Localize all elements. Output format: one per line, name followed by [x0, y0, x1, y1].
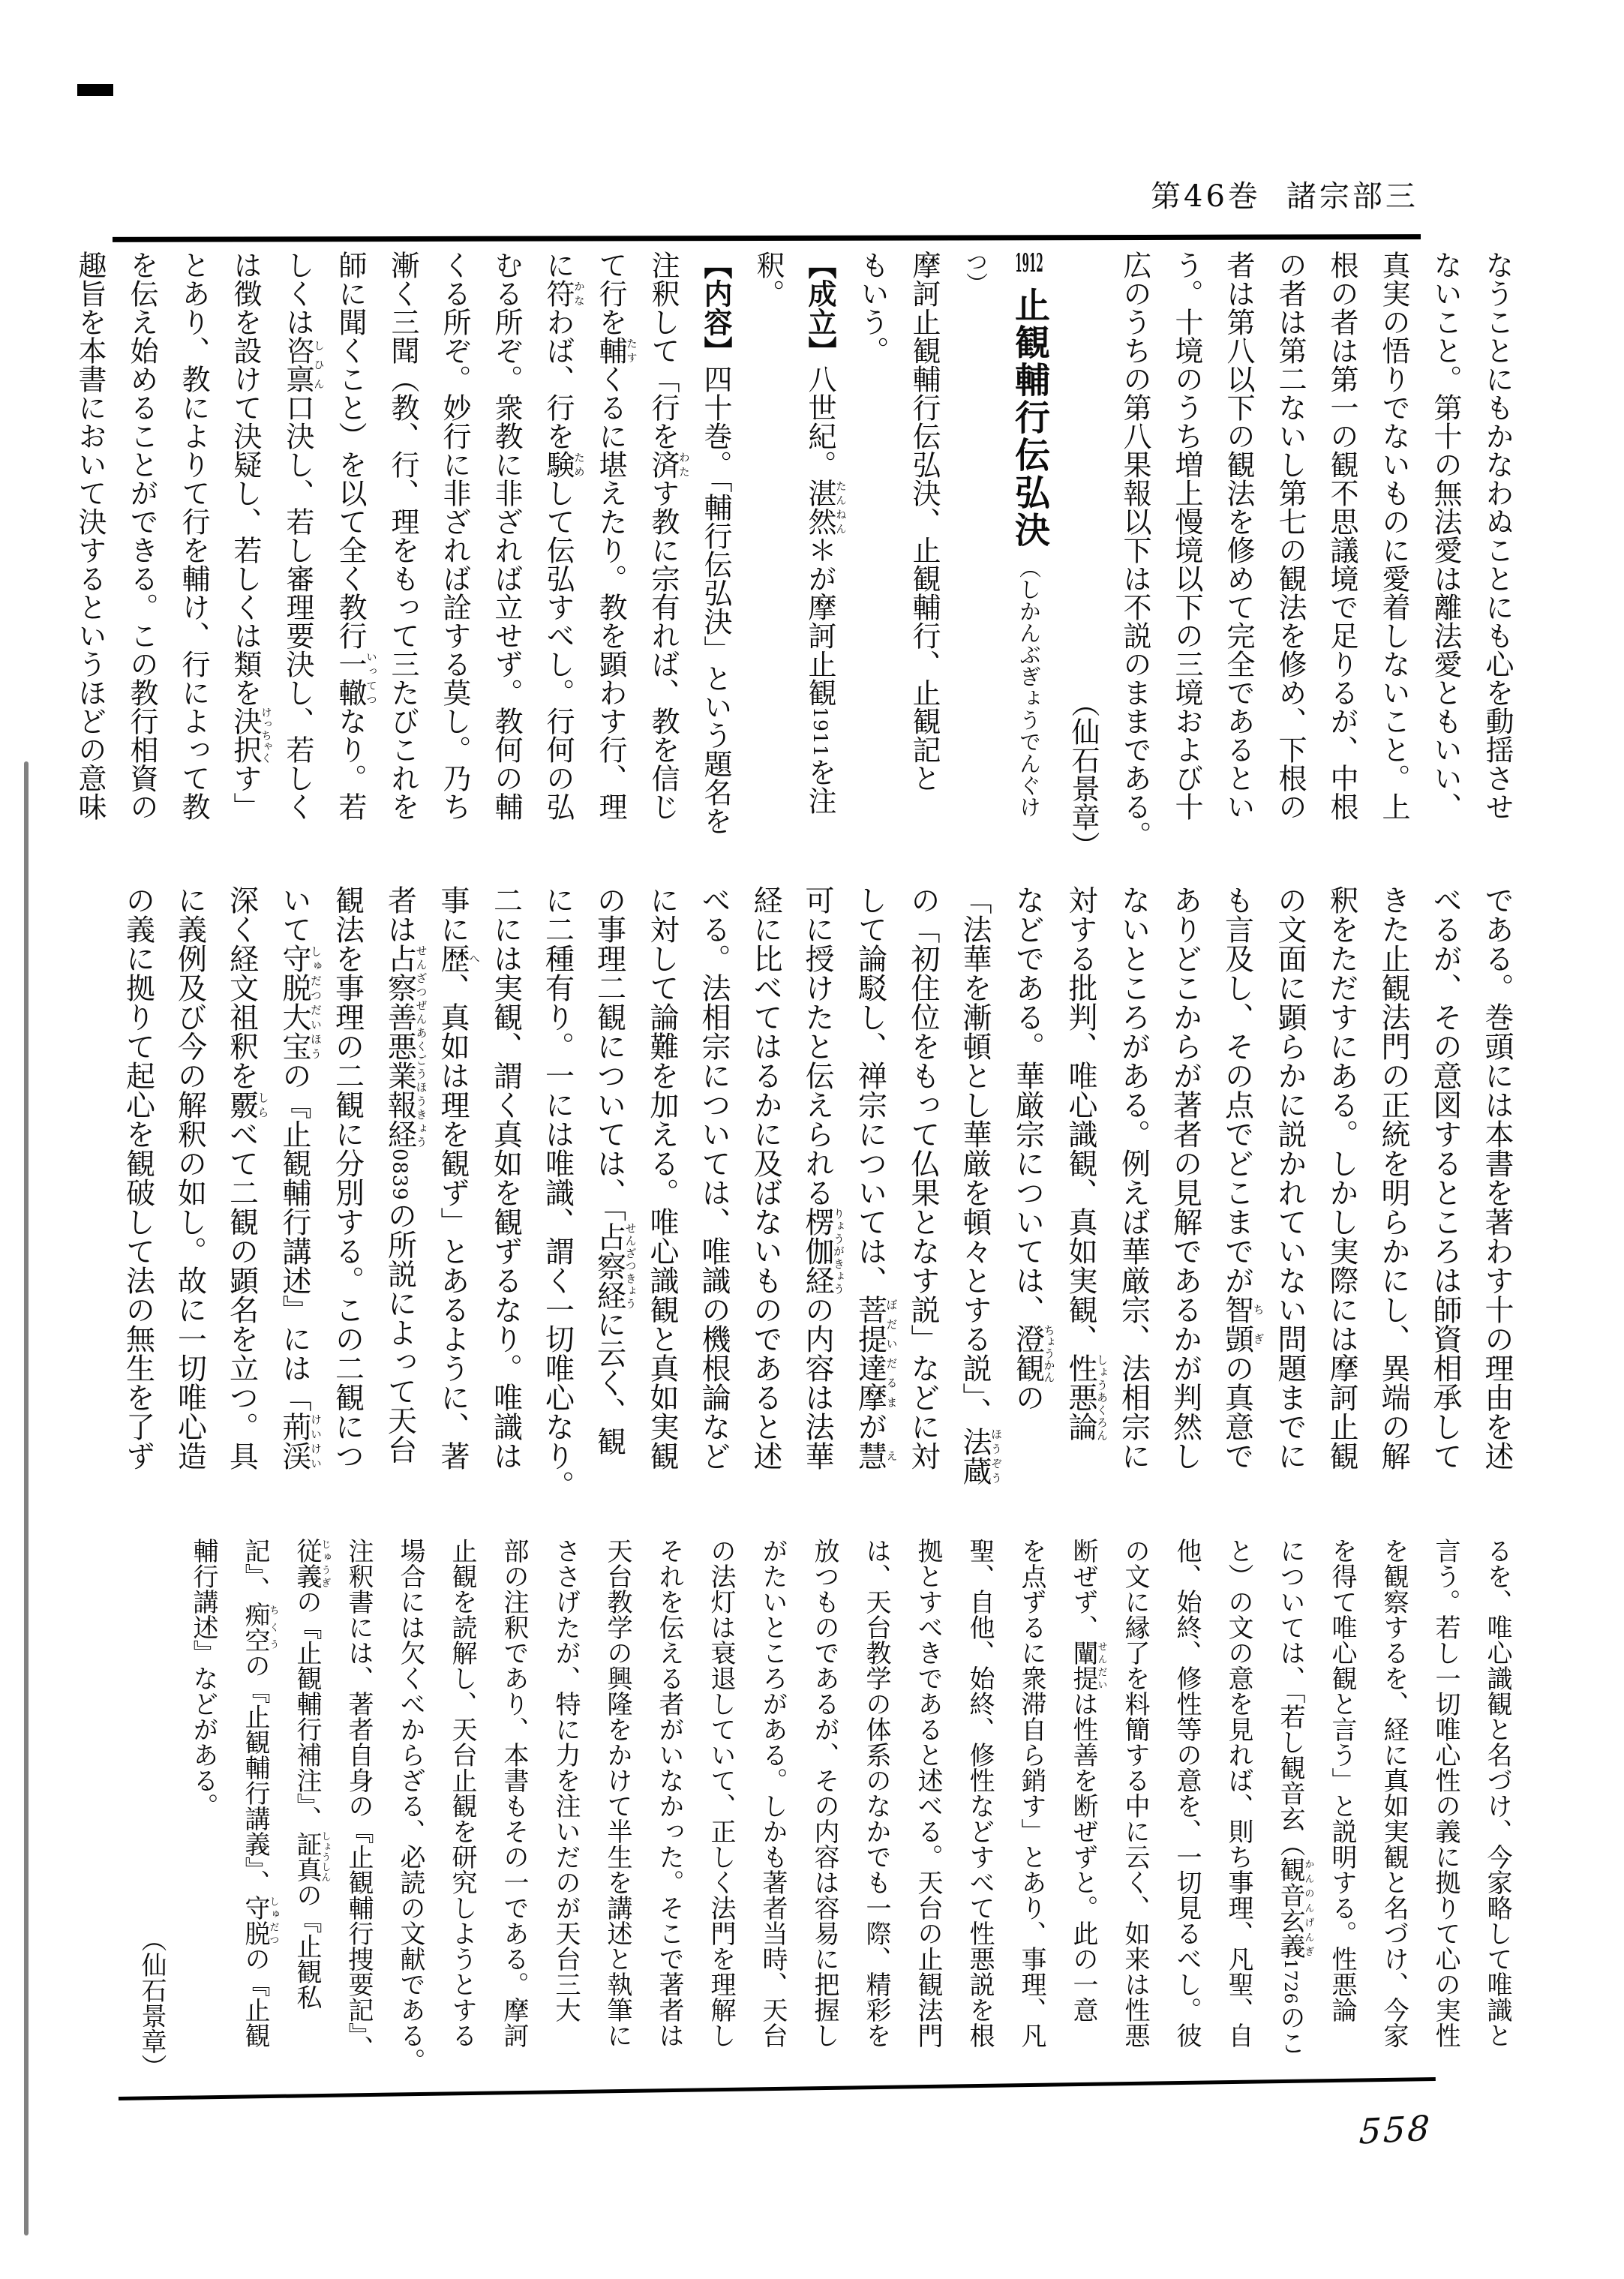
ruby-annotation: 痴空ちくう: [240, 1602, 279, 1653]
text-column: の事理二観については、「占察経せんざつきょうに云く、観: [592, 885, 637, 1456]
ruby-annotation: 占察善悪業報経せんざつぜんあくごうほうきょう: [383, 944, 428, 1149]
ruby-annotation: 楞伽経りょうがきょう: [800, 1207, 845, 1295]
text-column: と）の文の意を見れば、則ち事理、凡聖、自: [1223, 1538, 1253, 2048]
ruby-annotation: 証真しょうしん: [292, 1831, 331, 1882]
text-column: いて守脱大宝しゅだつだいほうの『止観輔行講述』には「荊渓けいけい: [278, 885, 322, 1470]
text-band-middle: [119, 885, 1523, 1518]
text-column: の者は第二ないし第七の観法を修め、下根の: [1274, 251, 1307, 821]
text-column: については、「若し観音玄（観音玄義かんのんげんぎ1726のこ: [1275, 1538, 1314, 2056]
text-column: とあり、教によりて行を輔け、行によって教: [177, 251, 210, 821]
ruby-annotation: 湛然たんねん: [803, 479, 846, 536]
text-column: 注釈書には、著者自身の『止観輔行捜要記』、: [344, 1538, 374, 2061]
text-column: 【成立】八世紀。湛然たんねん＊が摩訶止観1911を注釈。: [752, 251, 846, 815]
text-column: 真実の悟りでないものに愛着しないこと。上: [1377, 251, 1410, 821]
page-number: 558: [1358, 2107, 1433, 2152]
text-column: 聖、自他、始終、修性などすべて性悪説を根: [965, 1538, 995, 2048]
ruby-annotation: 歴へ: [436, 944, 480, 973]
text-column: 対する批判、唯心識観、真如実観、性悪論しょうあくろん: [1064, 885, 1108, 1441]
volume-label: 第46巻: [1151, 179, 1261, 214]
page-header: [1151, 173, 1418, 215]
text-column: 釈をただすにある。しかし実際には摩訶止観: [1325, 885, 1358, 1470]
text-band-bottom: [119, 1538, 1523, 2079]
ruby-annotation: 性悪論しょうあくろん: [1064, 1353, 1108, 1441]
ruby-annotation: 闡提せんだい: [1068, 1640, 1107, 1691]
text-column: 根の者は第一の観不思議境で足りるが、中根: [1325, 251, 1358, 821]
text-column: もいう。: [856, 251, 889, 365]
scan-artifact: [77, 84, 113, 96]
text-column: 断ぜず、闡提せんだいは性善を断ぜずと。此の一意: [1068, 1538, 1107, 2022]
text-column: 師に聞くこと）を以て全く教行一轍いってつなり。若: [334, 251, 377, 821]
ruby-annotation: 決択けっちゃく: [229, 707, 272, 764]
crossref-number: 0839: [388, 1149, 411, 1201]
text-column: なうことにもかなわぬことにも心を動揺させ: [1481, 251, 1514, 821]
text-column: に義例及び今の解釈の如し。故に一切唯心造: [173, 885, 207, 1470]
ruby-annotation: 観音玄義かんのんげんぎ: [1275, 1857, 1314, 1959]
text-column: 観法を事理の二観に分別する。この二観につ: [330, 885, 365, 1470]
text-column: ないこと。第十の無法愛は離法愛ともいい、: [1429, 251, 1462, 821]
text-column: を点ずるに衆滞自ら銷す」とあり、事理、凡: [1016, 1538, 1046, 2048]
text-column: 深く経文祖釈を覈しらべて二観の顕名を立つ。具: [224, 885, 269, 1470]
ruby-annotation: 済わた: [647, 450, 689, 479]
text-column: それを伝える者がいなかった。そこで著者は: [654, 1538, 684, 2048]
ruby-annotation: 慧え: [853, 1441, 898, 1470]
text-column: 注釈して「行を済わたす教に宗有れば、教を信じ: [647, 251, 689, 821]
text-column: である。巻頭には本書を著わす十の理由を述: [1480, 885, 1514, 1470]
text-column: て行を輔たすくるに堪えたり。教を顕わす行、理: [594, 251, 637, 821]
ruby-annotation: 覈しら: [224, 1090, 269, 1119]
ruby-annotation: 澄観ちょうかん: [1010, 1324, 1055, 1383]
entry-number: 1912: [1015, 251, 1043, 276]
text-column: 拠とすべきであると述べる。天台の止観法門: [913, 1538, 943, 2048]
entry-title: 止観輔行伝弘決: [1009, 287, 1050, 549]
entry-heading-column: [1001, 251, 1057, 860]
text-column: しくは咨禀しひん口決し、若し審理要決し、若しく: [281, 251, 324, 821]
ruby-annotation: 咨禀しひん: [281, 336, 324, 393]
text-column: 部の注釈であり、本書もその一である。摩訶: [499, 1538, 529, 2048]
ruby-annotation: 輔たす: [594, 336, 637, 365]
text-column: 止観を読解し、天台止観を研究しようとする: [447, 1538, 477, 2048]
ruby-annotation: 一轍いってつ: [334, 650, 377, 707]
text-column: 輔行講述』などがある。: [188, 1538, 218, 1818]
text-column: の義に拠りて起心を観破して法の無生を了ず: [121, 885, 155, 1470]
text-column: して論駁し、禅宗については、菩提達摩ぼだいだるまが慧え: [853, 885, 898, 1470]
ruby-annotation: 荊渓けいけい: [278, 1412, 322, 1470]
text-column: 二には実観、謂く真如を観ずるなり。唯識は: [488, 885, 523, 1470]
text-column: 「法華を漸頓とし華厳を頓々とする説」、法蔵ほうぞう: [958, 885, 1002, 1485]
text-column: 場合には欠くべからざる、必読の文献である。: [395, 1538, 425, 2073]
ruby-annotation: 従義じゅうぎ: [292, 1538, 331, 1589]
text-column: は徴を設けて決疑し、若しくは類を決択けっちゃくす」: [229, 251, 272, 821]
text-column: の文に縁了を料簡する中に云く、如来は性悪: [1120, 1538, 1150, 2048]
text-column: べるが、その意図するところは師資相承して: [1428, 885, 1462, 1470]
attribution-column: （仙石景章）: [137, 1926, 167, 2079]
book-gutter-shadow: [24, 761, 29, 2235]
field-label: 【内容】: [699, 251, 733, 365]
text-column: も言及し、その点でどこまでが智顗ちぎの真意で: [1220, 885, 1265, 1470]
text-column: などである。華厳宗については、澄観ちょうかんの: [1010, 885, 1055, 1412]
footer-rule: [119, 2077, 1436, 2100]
text-column: ありどこからが著者の見解であるかが判然し: [1168, 885, 1202, 1470]
text-column: 者は第八以下の観法を修めて完全であるとい: [1222, 251, 1255, 821]
text-column: 広のうちの第八果報以下は不説のままである。: [1118, 251, 1151, 849]
ruby-annotation: 守脱しゅだつ: [240, 1895, 279, 1946]
text-column: の文面に顕らかに説かれていない問題までに: [1273, 885, 1307, 1470]
text-column: がたいところがある。しかも著者当時、天台: [758, 1538, 788, 2048]
text-column: を得て唯心観と言う」と説明する。性悪論: [1327, 1538, 1357, 2022]
entry-reading-continuation: つ）: [963, 251, 989, 294]
text-column: 言う。若し一切唯心性の義に拠りて心の実性: [1430, 1538, 1460, 2048]
crossref-number: 1726: [1280, 1959, 1300, 2005]
text-column: 可に授けたと伝えられる楞伽経りょうがきょうの内容は法華: [800, 885, 845, 1470]
text-column: 天台教学の興隆をかけて半生を講述と執筆に: [602, 1538, 632, 2048]
text-column: 漸く三聞（教、行、理をもって三たびこれを: [386, 251, 419, 821]
entry-reading: （しかんぶぎょうでんぐけ: [1016, 557, 1042, 818]
text-column: むる所ぞ。衆教に非ざれば立せず。教何の輔: [490, 251, 523, 821]
text-column: くる所ぞ。妙行に非ざれば詮する莫し。乃ち: [438, 251, 471, 821]
text-column: に符かなわば、行を験ためして伝弘すべし。行何の弘: [542, 251, 584, 821]
text-column: ささげたが、特に力を注いだのが天台三大: [551, 1538, 581, 2022]
text-band-top: [74, 251, 1523, 860]
text-column: 摩訶止観輔行伝弘決、止観輔行、止観記と: [908, 251, 941, 792]
attribution-column: （仙石景章）: [1067, 689, 1100, 860]
text-column: の法灯は衰退していて、正しく法門を理解し: [706, 1538, 736, 2048]
text-column: べる。法相宗については、唯識の機根論など: [697, 885, 731, 1470]
text-column: 他、始終、修性等の意を、一切見るべし。彼: [1172, 1538, 1202, 2048]
ruby-annotation: 符かな: [542, 279, 584, 308]
text-column: 事に歴へ、真如は理を観ず」とあるように、著: [436, 885, 480, 1470]
ruby-annotation: 験ため: [542, 450, 584, 479]
ruby-annotation: 守脱大宝しゅだつだいほう: [278, 944, 322, 1061]
text-column: 記』、痴空ちくうの『止観輔行講義』、守脱しゅだつの『止観: [240, 1538, 279, 2048]
ruby-annotation: 智顗ちぎ: [1220, 1295, 1265, 1353]
section-label: 諸宗部三: [1286, 179, 1418, 214]
text-column: の「初住位をもって仏果となす説」などに対: [906, 885, 940, 1470]
text-column: を伝え始めることができる。この教行相資の: [125, 251, 158, 821]
text-column: に対して論難を加える。唯心識観と真如実観: [645, 885, 679, 1470]
header-rule: [113, 234, 1421, 242]
text-column: 者は占察善悪業報経せんざつぜんあくごうほうきょう0839の所説によって天台: [383, 885, 428, 1464]
ruby-annotation: 占察経せんざつきょう: [592, 1221, 637, 1310]
ruby-annotation: 菩提達摩ぼだいだるま: [853, 1295, 898, 1412]
ruby-annotation: 法蔵ほうぞう: [958, 1426, 1002, 1485]
text-column: 従義じゅうぎの『止観輔行補注』、証真しょうしんの『止観私: [292, 1538, 331, 2010]
text-column: を観察するを、経に真如実観と名づけ、今家: [1379, 1538, 1409, 2048]
text-column: は、天台教学の体系のなかでも一際、精彩を: [861, 1538, 891, 2048]
text-column: きた止観法門の正統を明らかにし、異端の解: [1376, 885, 1410, 1470]
text-column: るを、唯心識観と名づけ、今家略して唯識と: [1482, 1538, 1512, 2048]
text-column: に二種有り。一には唯識、謂く一切唯心なり。: [540, 885, 575, 1500]
text-column: 放つものであるが、その内容は容易に把握し: [809, 1538, 839, 2048]
text-column: 【内容】四十巻。「輔行伝弘決」という題名を: [699, 251, 733, 835]
text-column: ないところがある。例えば華厳宗、法相宗に: [1116, 885, 1151, 1470]
text-column: 趣旨を本書において決するというほどの意味: [74, 251, 107, 821]
text-column: う。十境のうち増上慢境以下の三境および十: [1170, 251, 1203, 821]
field-label: 【成立】: [803, 251, 837, 365]
crossref-number: 1911: [809, 707, 831, 758]
text-column: 経に比べてはるかに及ばないものであると述: [749, 885, 782, 1470]
